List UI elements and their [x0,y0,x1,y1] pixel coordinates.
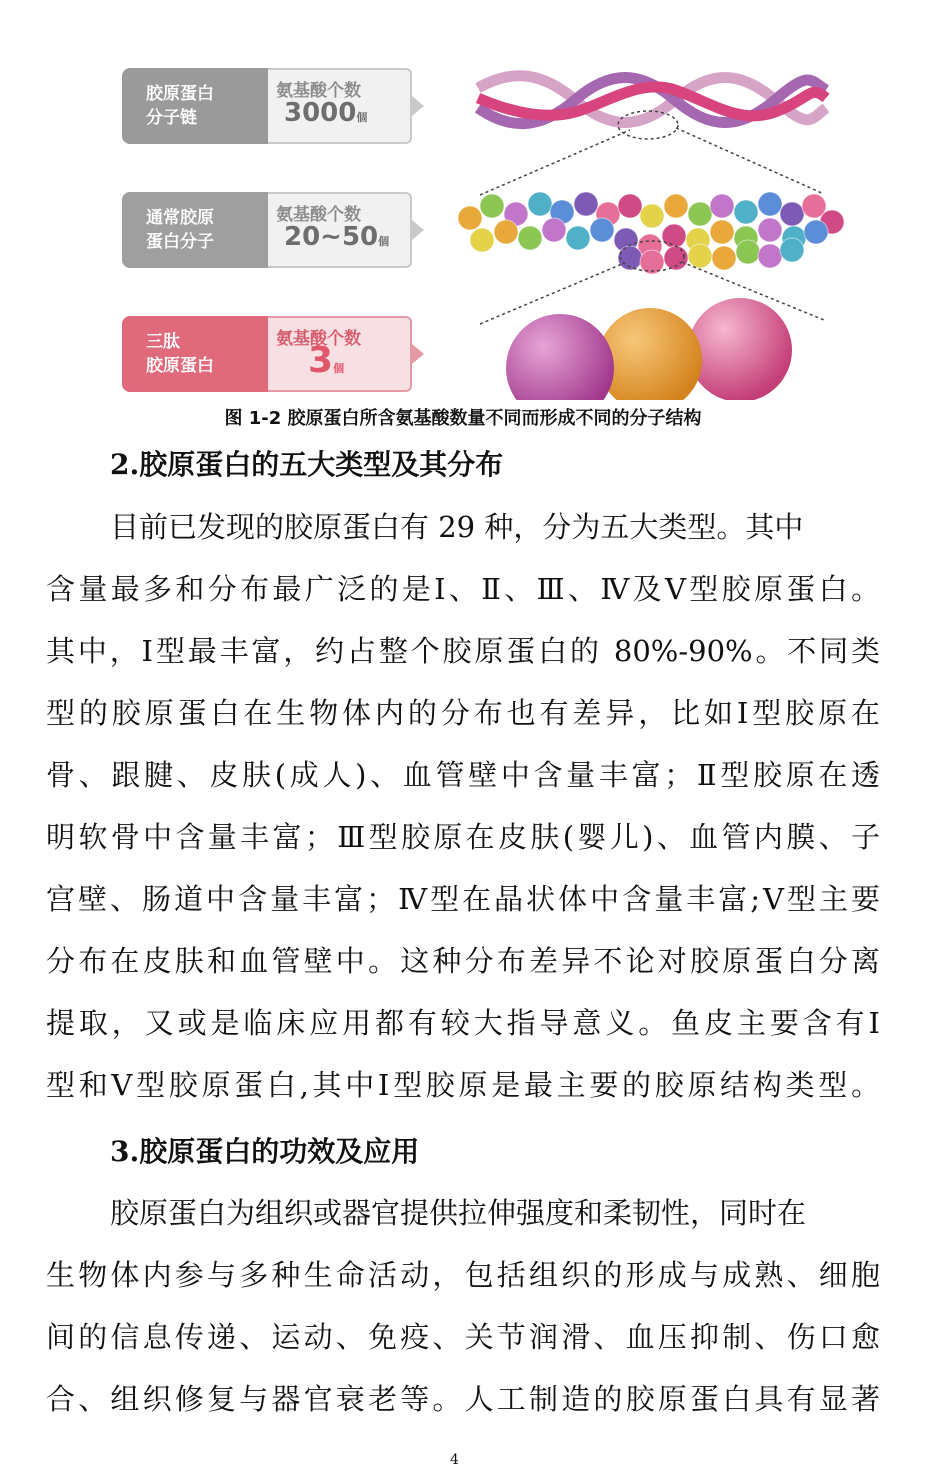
amino-acid-bead [736,240,760,264]
text-line: 含量最多和分布最广泛的是Ⅰ、Ⅱ、Ⅲ、Ⅳ及Ⅴ型胶原蛋白。 [46,572,880,606]
text-line: 明软骨中含量丰富；Ⅲ型胶原在皮肤(婴儿)、血管内膜、子 [46,820,880,854]
count-number: 20~50 [284,222,379,252]
amino-acid-bead [640,204,664,228]
section-2-paragraph [46,496,880,1116]
card-count-label: 氨基酸个数 [276,329,361,349]
tripeptide-sphere-orange [598,308,702,400]
amino-acid-bead [574,192,598,216]
amino-acid-bead [780,202,804,226]
card-label-text: 胶原蛋白 分子链 [146,84,214,128]
section-3-heading: 3.胶原蛋白的功效及应用 [110,1135,420,1168]
card-count-label: 氨基酸个数 [276,81,361,101]
text-line: 胶原蛋白为组织或器官提供拉伸强度和柔韧性，同时在 [110,1196,807,1230]
section-3-paragraph [46,1182,880,1430]
count-unit: 個 [378,235,390,248]
count-number: 3 [308,340,334,381]
amino-acid-bead [758,244,782,268]
amino-acid-bead [710,194,734,218]
amino-acid-bead [688,244,712,268]
card-label-text: 通常胶原 蛋白分子 [146,208,214,252]
text-line: 提取，又或是临床应用都有较大指导意义。鱼皮主要含有Ⅰ [46,1006,880,1040]
amino-acid-bead [528,192,552,216]
text-line: 型和Ⅴ型胶原蛋白,其中Ⅰ型胶原是最主要的胶原结构类型。 [46,1068,880,1102]
molecule-illustration [0,0,926,400]
card-label-text: 三肽 胶原蛋白 [146,332,214,376]
amino-acid-bead [618,194,642,218]
amino-acid-bead [688,202,712,226]
count-number: 3000 [284,98,357,128]
collagen-figure [0,0,926,400]
amino-acid-bead [664,194,688,218]
amino-acid-bead [712,246,736,270]
text-line: 间的信息传递、运动、免疫、关节润滑、血压抑制、伤口愈 [46,1320,880,1354]
amino-acid-bead [590,218,614,242]
section-2-heading: 2.胶原蛋白的五大类型及其分布 [110,448,504,481]
amino-acid-bead [758,218,782,242]
count-unit: 個 [333,362,345,375]
figure-caption: 图 1-2 胶原蛋白所含氨基酸数量不同而形成不同的分子结构 [224,408,702,429]
amino-acid-bead [734,200,758,224]
text-line: 型的胶原蛋白在生物体内的分布也有差异，比如Ⅰ型胶原在 [46,696,880,730]
count-unit: 個 [356,111,368,124]
amino-acid-bead [542,218,566,242]
amino-acid-bead [458,206,482,230]
amino-acid-bead [710,220,734,244]
text-line: 生物体内参与多种生命活动，包括组织的形成与成熟、细胞 [46,1258,880,1292]
amino-acid-bead [566,226,590,250]
text-line: 其中，Ⅰ型最丰富，约占整个胶原蛋白的 80%-90%。不同类 [46,634,880,668]
amino-acid-cluster [458,192,844,274]
amino-acid-bead [804,220,828,244]
text-line: 宫壁、肠道中含量丰富；Ⅳ型在晶状体中含量丰富;Ⅴ型主要 [46,882,880,916]
zoom-line [480,130,630,195]
text-line: 骨、跟腱、皮肤(成人)、血管壁中含量丰富；Ⅱ型胶原在透 [46,758,880,792]
page-number: 4 [450,1452,459,1468]
amino-acid-bead [518,226,542,250]
amino-acid-bead [470,228,494,252]
text-line: 分布在皮肤和血管壁中。这种分布差异不论对胶原蛋白分离 [46,944,880,978]
text-line: 目前已发现的胶原蛋白有 29 种，分为五大类型。其中 [110,510,804,544]
text-line: 合、组织修复与器官衰老等。人工制造的胶原蛋白具有显著 [46,1382,880,1416]
card-count-label: 氨基酸个数 [276,205,361,225]
amino-acid-bead [758,192,782,216]
amino-acid-bead [494,220,518,244]
amino-acid-bead [780,238,804,262]
amino-acid-bead [662,224,686,248]
zoom-line [676,128,824,194]
tripeptide-sphere-pink [688,298,792,400]
collagen-helix [478,76,826,124]
tripeptide-sphere-purple [506,314,614,400]
amino-acid-bead [480,194,504,218]
